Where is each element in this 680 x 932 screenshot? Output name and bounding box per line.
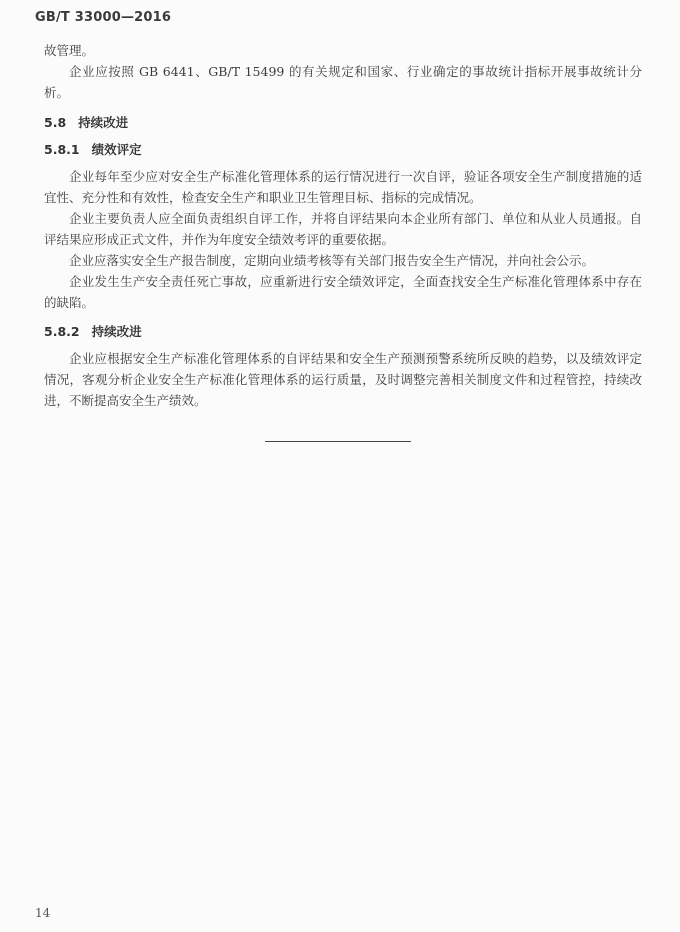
- paragraph-self-evaluation: 企业每年至少应对安全生产标准化管理体系的运行情况进行一次自评，验证各项安全生产制度措施的适宜性、充分性和有效性，检查安全生产和职业卫生管理目标、指标的完成情况。: [44, 169, 642, 205]
- paragraph-continuous-improvement: 企业应根据安全生产标准化管理体系的自评结果和安全生产预测预警系统所反映的趋势，以及绩效评定情况，客观分析企业安全生产标准化管理体系的运行质量，及时调整完善相关制度文件和过程管控，持续改进，不断提高安全生产绩效。: [44, 351, 642, 408]
- section-number: 5.8: [44, 115, 67, 130]
- document-body: [44, 40, 642, 411]
- section-heading-5-8: [44, 112, 642, 133]
- section-heading-5-8-2: [44, 321, 642, 342]
- paragraph-accident-statistics: 企业应按照 GB 6441、GB/T 15499 的有关规定和国家、行业确定的事故统计指标开展事故统计分析。: [44, 64, 642, 100]
- section-title: 持续改进: [91, 324, 142, 339]
- section-number: 5.8.2: [44, 324, 80, 339]
- paragraph-evaluation-report: 企业主要负责人应全面负责组织自评工作，并将自评结果向本企业所有部门、单位和从业人员通报。自评结果应形成正式文件，并作为年度安全绩效考评的重要依据。: [44, 211, 642, 247]
- section-number: 5.8.1: [44, 142, 80, 157]
- page-number: 14: [35, 906, 51, 920]
- standard-code-header: GB/T 33000—2016: [35, 10, 172, 25]
- section-heading-5-8-1: [44, 139, 642, 160]
- continuation-text: 故管理。: [44, 43, 95, 58]
- section-title: 持续改进: [78, 115, 129, 130]
- paragraph-reporting-system: 企业应落实安全生产报告制度，定期向业绩考核等有关部门报告安全生产情况，并向社会公示。: [69, 253, 595, 268]
- section-title: 绩效评定: [91, 142, 142, 157]
- end-of-standard-rule: [265, 441, 411, 442]
- paragraph-fatal-accident: 企业发生生产安全责任死亡事故，应重新进行安全绩效评定，全面查找安全生产标准化管理体系中存在的缺陷。: [44, 274, 642, 310]
